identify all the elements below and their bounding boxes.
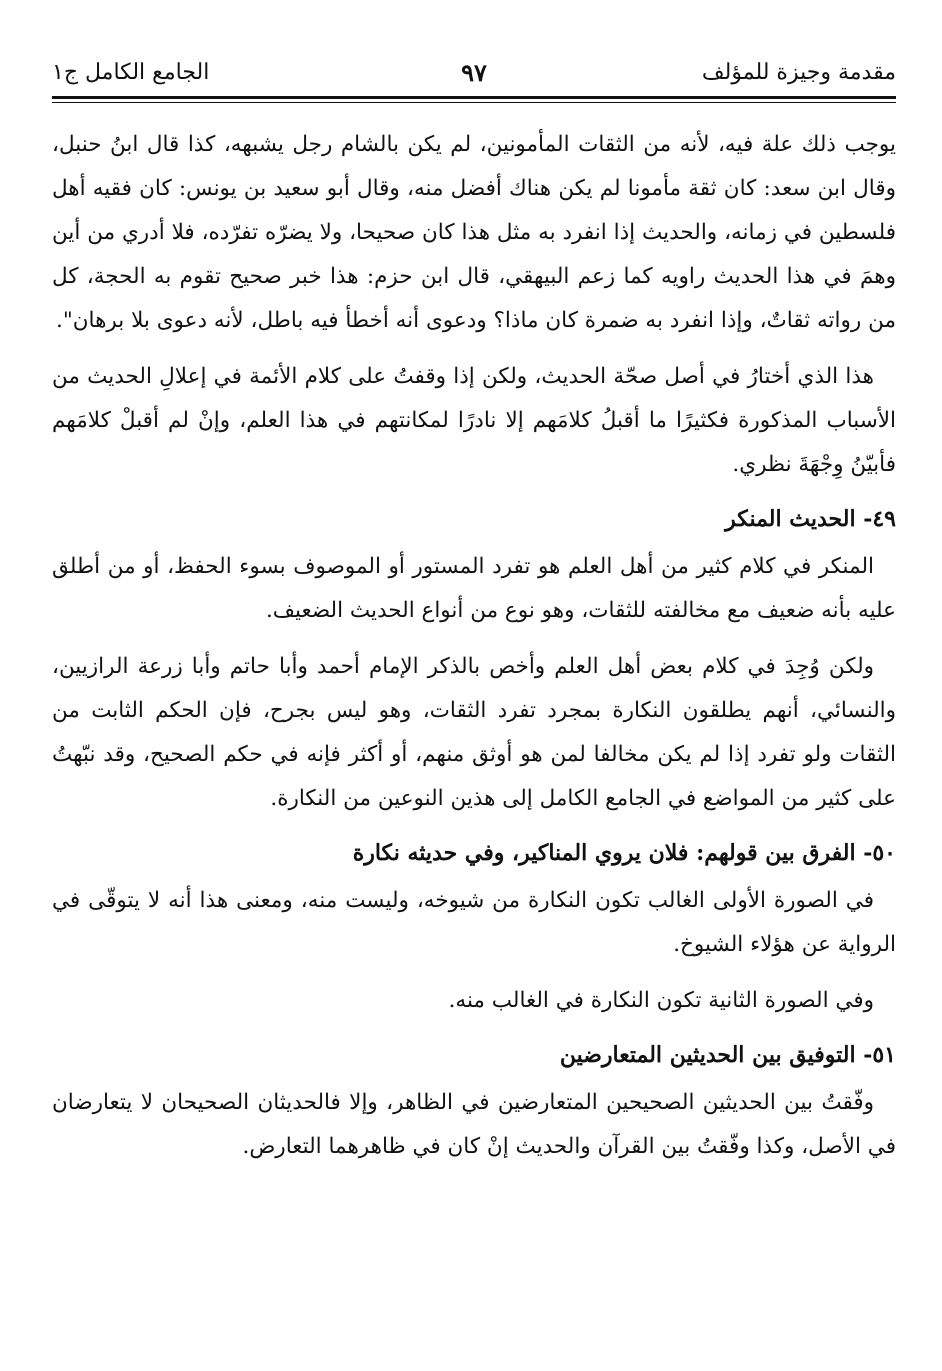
page-number: ٩٧ [461,58,487,87]
section-heading-50: ٥٠- الفرق بين قولهم: فلان يروي المناكير، وفي حديثه نكارة [352,840,896,866]
paragraph: هذا الذي أختارُ في أصل صحّة الحديث، ولكن إذا وقفتُ على كلام الأئمة في إعلالِ الحديث من الأسباب المذكورة فكثيرًا ما أقبلُ كلامَهم إلا نادرًا لمكانتهم في هذا العلم، وإنْ لم أقبلْ كلامَهم فأبيّنُ وِجْهَةَ نظري. [52,364,896,477]
paragraph: المنكر في كلام كثير من أهل العلم هو تفرد المستور أو الموصوف بسوء الحفظ، أو من أطلق عليه بأنه ضعيف مع مخالفته للثقات، وهو نوع من أنواع الحديث الضعيف. [52,554,896,623]
header-rule-thin [52,102,896,103]
paragraph: يوجب ذلك علة فيه، لأنه من الثقات المأمونين، لم يكن بالشام رجل يشبهه، كذا قال ابنُ حنبل، وقال ابن سعد: كان ثقة مأمونا لم يكن هناك أفضل منه، وقال أبو سعيد بن يونس: كان فقيه أهل فلسطين في زمانه، والحديث إذا انفرد به مثل هذا كان صحيحا، ولا يضرّه تفرّده، فلا أدري من أين وهمَ في هذا الحديث راويه كما زعم البيهقي، قال ابن حزم: هذا خبر صحيح تقوم به الحجة، كل من رواته ثقاتٌ، وإذا انفرد به ضمرة كان ماذا؟ ودعوى أنه أخطأ فيه باطل، لأنه دعوى بلا برهان". [52,132,896,333]
paragraph: وفي الصورة الثانية تكون النكارة في الغالب منه. [448,988,874,1013]
paragraph: ولكن وُجِدَ في كلام بعض أهل العلم وأخص بالذكر الإمام أحمد وأبا حاتم وأبا زرعة الرازيين، والنسائي، أنهم يطلقون النكارة بمجرد تفرد الثقات، وهو ليس بجرح، فإن الحكم الثابت من الثقات ولو تفرد إذا لم يكن مخالفا لمن هو أوثق منهم، أو أكثر فإنه في حكم الصحيح، وقد نبّهتُ على كثير من المواضع في الجامع الكامل إلى هذين النوعين من النكارة. [52,654,896,811]
running-header [52,50,896,94]
section-heading-51: ٥١- التوفيق بين الحديثين المتعارضين [559,1042,896,1068]
book-page [52,50,896,1181]
header-chapter-title: مقدمة وجيزة للمؤلف [701,60,896,85]
header-book-title: الجامع الكامل ج١ [52,60,210,85]
page-body [52,123,896,1169]
header-rule-thick [52,96,896,99]
section-heading-49: ٤٩- الحديث المنكر [725,506,896,532]
paragraph: في الصورة الأولى الغالب تكون النكارة من شيوخه، وليست منه، ومعنى هذا أنه لا يتوقّى في الرواية عن هؤلاء الشيوخ. [52,888,896,957]
paragraph: وفّقتُ بين الحديثين الصحيحين المتعارضين في الظاهر، وإلا فالحديثان الصحيحان لا يتعارضان في الأصل، وكذا وفّقتُ بين القرآن والحديث إنْ كان في ظاهرهما التعارض. [52,1090,896,1159]
